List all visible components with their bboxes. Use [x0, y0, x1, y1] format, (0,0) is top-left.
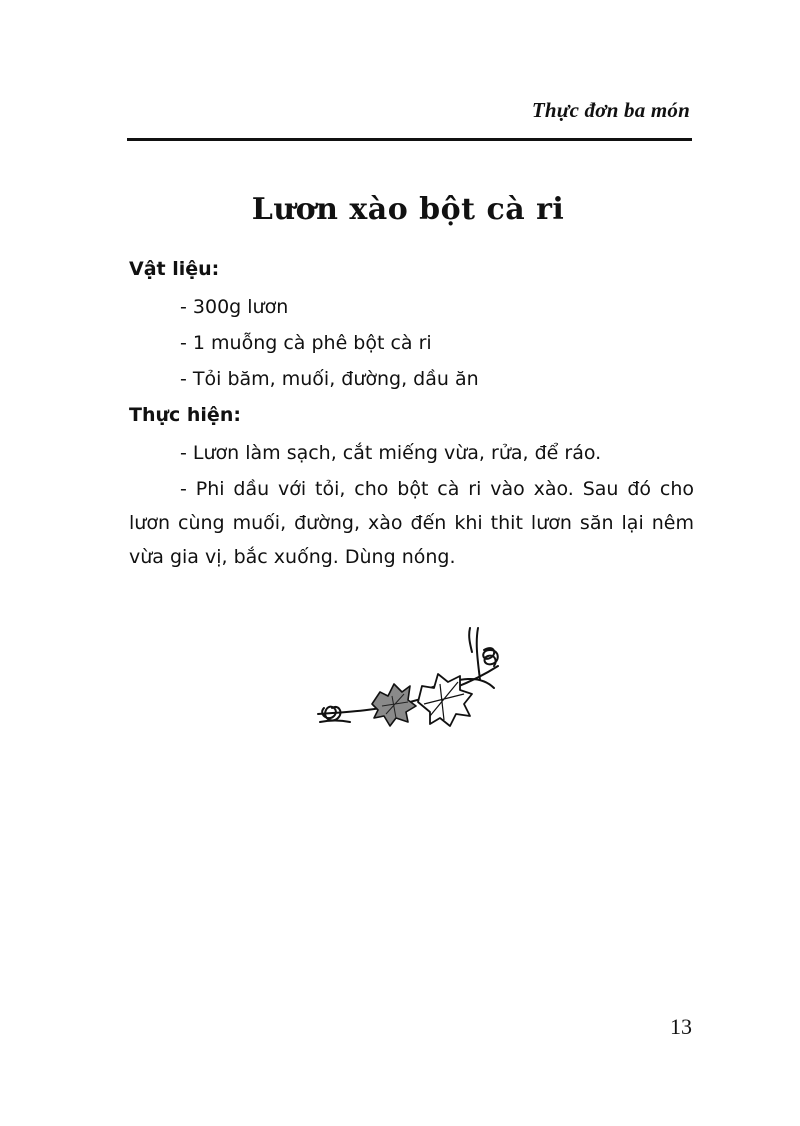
running-header-title: Thực đơn ba món — [531, 98, 690, 122]
ingredient-item: - Tỏi băm, muối, đường, dầu ăn — [180, 368, 479, 390]
ingredients-heading: Vật liệu: — [129, 258, 220, 280]
ingredient-item: - 1 muỗng cà phê bột cà ri — [180, 332, 432, 354]
method-heading: Thực hiện: — [129, 404, 241, 426]
method-step: - Phi dầu với tỏi, cho bột cà ri vào xào. Sau đó cho lươn cùng muối, đường, xào đến khi thit lươn săn lại nêm vừa gia vị, bắc xuống. Dùng nóng. — [129, 478, 694, 568]
ingredient-item: - 300g lươn — [180, 296, 289, 318]
grape-leaf-vine-ornament-icon — [310, 622, 510, 732]
header-divider — [127, 138, 692, 141]
page-number: 13 — [670, 1014, 692, 1039]
method-step: - Lươn làm sạch, cắt miếng vừa, rửa, để ráo. — [180, 442, 602, 464]
recipe-title: Lươn xào bột cà ri — [251, 192, 565, 227]
